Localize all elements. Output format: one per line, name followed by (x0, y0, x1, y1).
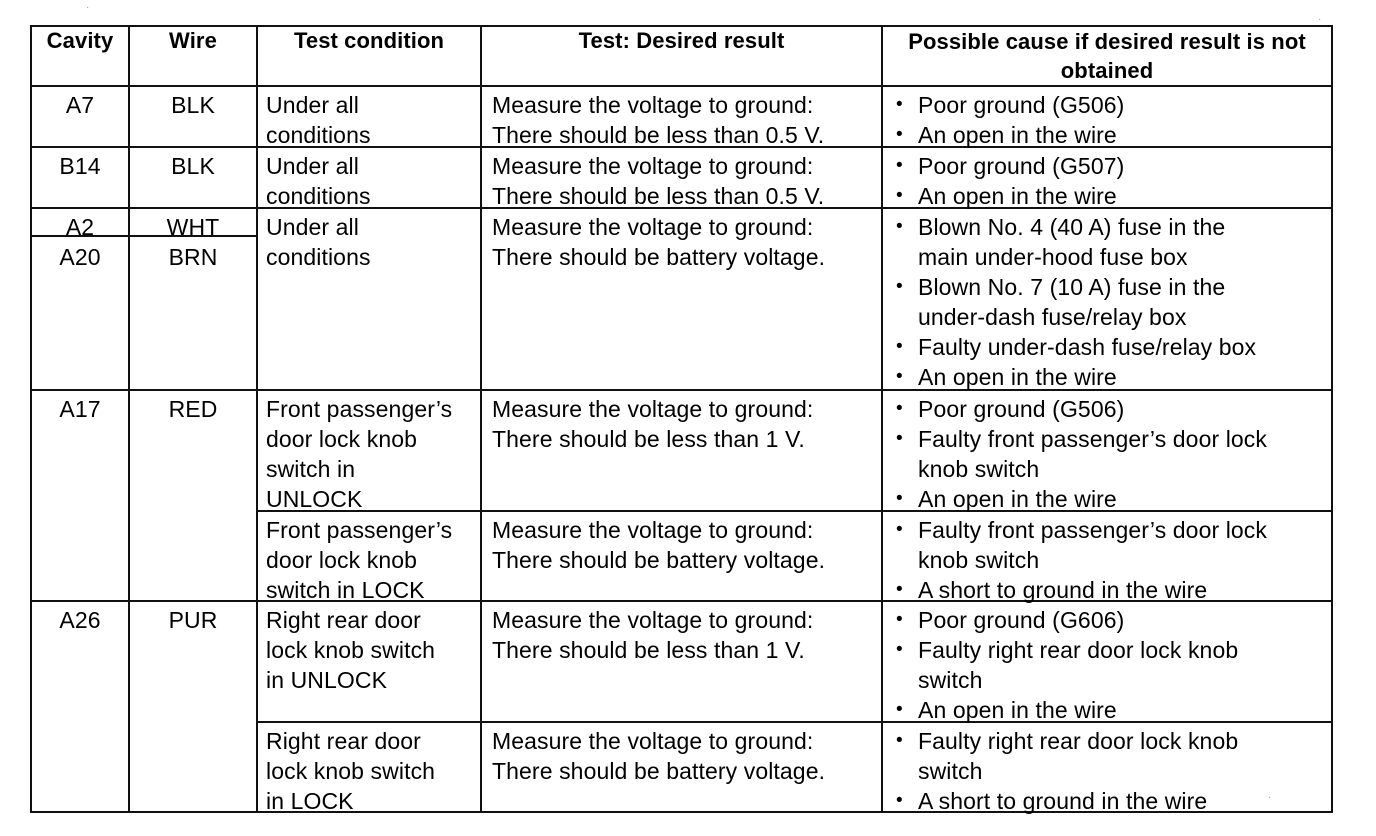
desired-result-line: There should be less than 1 V. (492, 426, 805, 452)
possible-cause-line: An open in the wire (918, 122, 1117, 148)
cavity-value: A26 (59, 607, 101, 633)
wire-color: WHT (166, 214, 220, 240)
header-test-condition: Test condition (293, 28, 445, 53)
bullet-icon: • (896, 639, 903, 660)
bullet-icon: • (896, 336, 903, 357)
wire-color: BRN (168, 244, 218, 270)
desired-result-line: There should be battery voltage. (492, 244, 826, 270)
possible-cause-line: An open in the wire (918, 183, 1117, 209)
desired-result-line: There should be battery voltage. (492, 758, 826, 784)
bullet-icon: • (896, 428, 903, 449)
possible-cause-line: knob switch (918, 456, 1040, 482)
cavity-value: A17 (59, 396, 101, 422)
sub-row-divider (256, 721, 1333, 723)
column-divider (480, 25, 482, 813)
bullet-icon: • (896, 276, 903, 297)
wire-color: PUR (168, 607, 218, 633)
test-condition-line: lock knob switch (266, 637, 436, 663)
bullet-icon: • (896, 730, 903, 751)
possible-cause-line: Faulty right rear door lock knob (918, 728, 1239, 754)
desired-result-line: Measure the voltage to ground: (492, 607, 814, 633)
possible-cause-line: switch (918, 758, 983, 784)
cavity-value: B14 (59, 153, 101, 179)
possible-cause-line: An open in the wire (918, 486, 1117, 512)
cavity-value: A7 (65, 92, 95, 118)
possible-cause-line: Poor ground (G507) (918, 153, 1125, 179)
column-divider (256, 25, 258, 813)
header-wire: Wire (169, 28, 217, 53)
cavity-value: A2 (65, 214, 95, 240)
test-condition-line: door lock knob (266, 547, 417, 573)
bullet-icon: • (896, 155, 903, 176)
test-condition-line: in LOCK (266, 788, 354, 814)
wire-color: BLK (171, 92, 215, 118)
possible-cause-line: An open in the wire (918, 697, 1117, 723)
desired-result-line: Measure the voltage to ground: (492, 153, 814, 179)
bullet-icon: • (896, 699, 903, 720)
bullet-icon: • (896, 216, 903, 237)
possible-cause-line: Poor ground (G606) (918, 607, 1125, 633)
desired-result-line: There should be less than 0.5 V. (492, 122, 825, 148)
row-divider (30, 85, 1333, 87)
possible-cause-line: under-dash fuse/relay box (918, 304, 1187, 330)
desired-result-line: Measure the voltage to ground: (492, 214, 814, 240)
bullet-icon: • (896, 609, 903, 630)
header-cavity: Cavity (46, 28, 114, 53)
desired-result-line: There should be less than 0.5 V. (492, 183, 825, 209)
scan-speck: · (86, 2, 90, 13)
scan-speck: · (1318, 14, 1322, 25)
desired-result-line: Measure the voltage to ground: (492, 92, 814, 118)
bullet-icon: • (896, 519, 903, 540)
bullet-icon: • (896, 488, 903, 509)
test-condition-line: Right rear door (266, 607, 421, 633)
possible-cause-line: Poor ground (G506) (918, 92, 1125, 118)
possible-cause-line: A short to ground in the wire (918, 788, 1208, 814)
bullet-icon: • (896, 579, 903, 600)
test-condition-line: conditions (266, 183, 371, 209)
desired-result-line: There should be less than 1 V. (492, 637, 805, 663)
desired-result-line: There should be battery voltage. (492, 547, 826, 573)
possible-cause-line: Faulty front passenger’s door lock (918, 426, 1268, 452)
test-condition-line: in UNLOCK (266, 667, 388, 693)
bullet-icon: • (896, 124, 903, 145)
desired-result-line: Measure the voltage to ground: (492, 517, 814, 543)
test-condition-line: Right rear door (266, 728, 421, 754)
wire-color: RED (168, 396, 218, 422)
row-divider (30, 389, 1333, 391)
desired-result-line: Measure the voltage to ground: (492, 728, 814, 754)
possible-cause-line: An open in the wire (918, 364, 1117, 390)
possible-cause-line: knob switch (918, 547, 1040, 573)
test-condition-line: conditions (266, 244, 371, 270)
possible-cause-line: Faulty right rear door lock knob (918, 637, 1239, 663)
header-possible-cause: Possible cause if desired result is not obtained (908, 29, 1306, 83)
diagnostic-table (30, 25, 1333, 813)
header-desired-result: Test: Desired result (578, 28, 785, 53)
test-condition-line: lock knob switch (266, 758, 436, 784)
test-condition-line: Under all (266, 153, 359, 179)
bullet-icon: • (896, 398, 903, 419)
test-condition-line: Under all (266, 92, 359, 118)
test-condition-line: Under all (266, 214, 359, 240)
possible-cause-line: Blown No. 7 (10 A) fuse in the (918, 274, 1226, 300)
wire-color: BLK (171, 153, 215, 179)
test-condition-line: conditions (266, 122, 371, 148)
bullet-icon: • (896, 94, 903, 115)
desired-result-line: Measure the voltage to ground: (492, 396, 814, 422)
test-condition-line: Front passenger’s (266, 517, 453, 543)
column-divider (881, 25, 883, 813)
test-condition-line: switch in LOCK (266, 577, 425, 603)
possible-cause-line: main under-hood fuse box (918, 244, 1188, 270)
test-condition-line: Front passenger’s (266, 396, 453, 422)
possible-cause-line: Faulty under-dash fuse/relay box (918, 334, 1257, 360)
sub-row-divider (256, 510, 1333, 512)
test-condition-line: door lock knob (266, 426, 417, 452)
possible-cause-line: Poor ground (G506) (918, 396, 1125, 422)
possible-cause-line: A short to ground in the wire (918, 577, 1208, 603)
table-border-right (1331, 25, 1333, 813)
test-condition-line: switch in (266, 456, 356, 482)
bullet-icon: • (896, 790, 903, 811)
bullet-icon: • (896, 366, 903, 387)
cavity-value: A20 (59, 244, 101, 270)
scan-speck: · (1268, 792, 1272, 803)
test-condition-line: UNLOCK (266, 486, 363, 512)
possible-cause-line: switch (918, 667, 983, 693)
possible-cause-line: Blown No. 4 (40 A) fuse in the (918, 214, 1226, 240)
bullet-icon: • (896, 185, 903, 206)
possible-cause-line: Faulty front passenger’s door lock (918, 517, 1268, 543)
